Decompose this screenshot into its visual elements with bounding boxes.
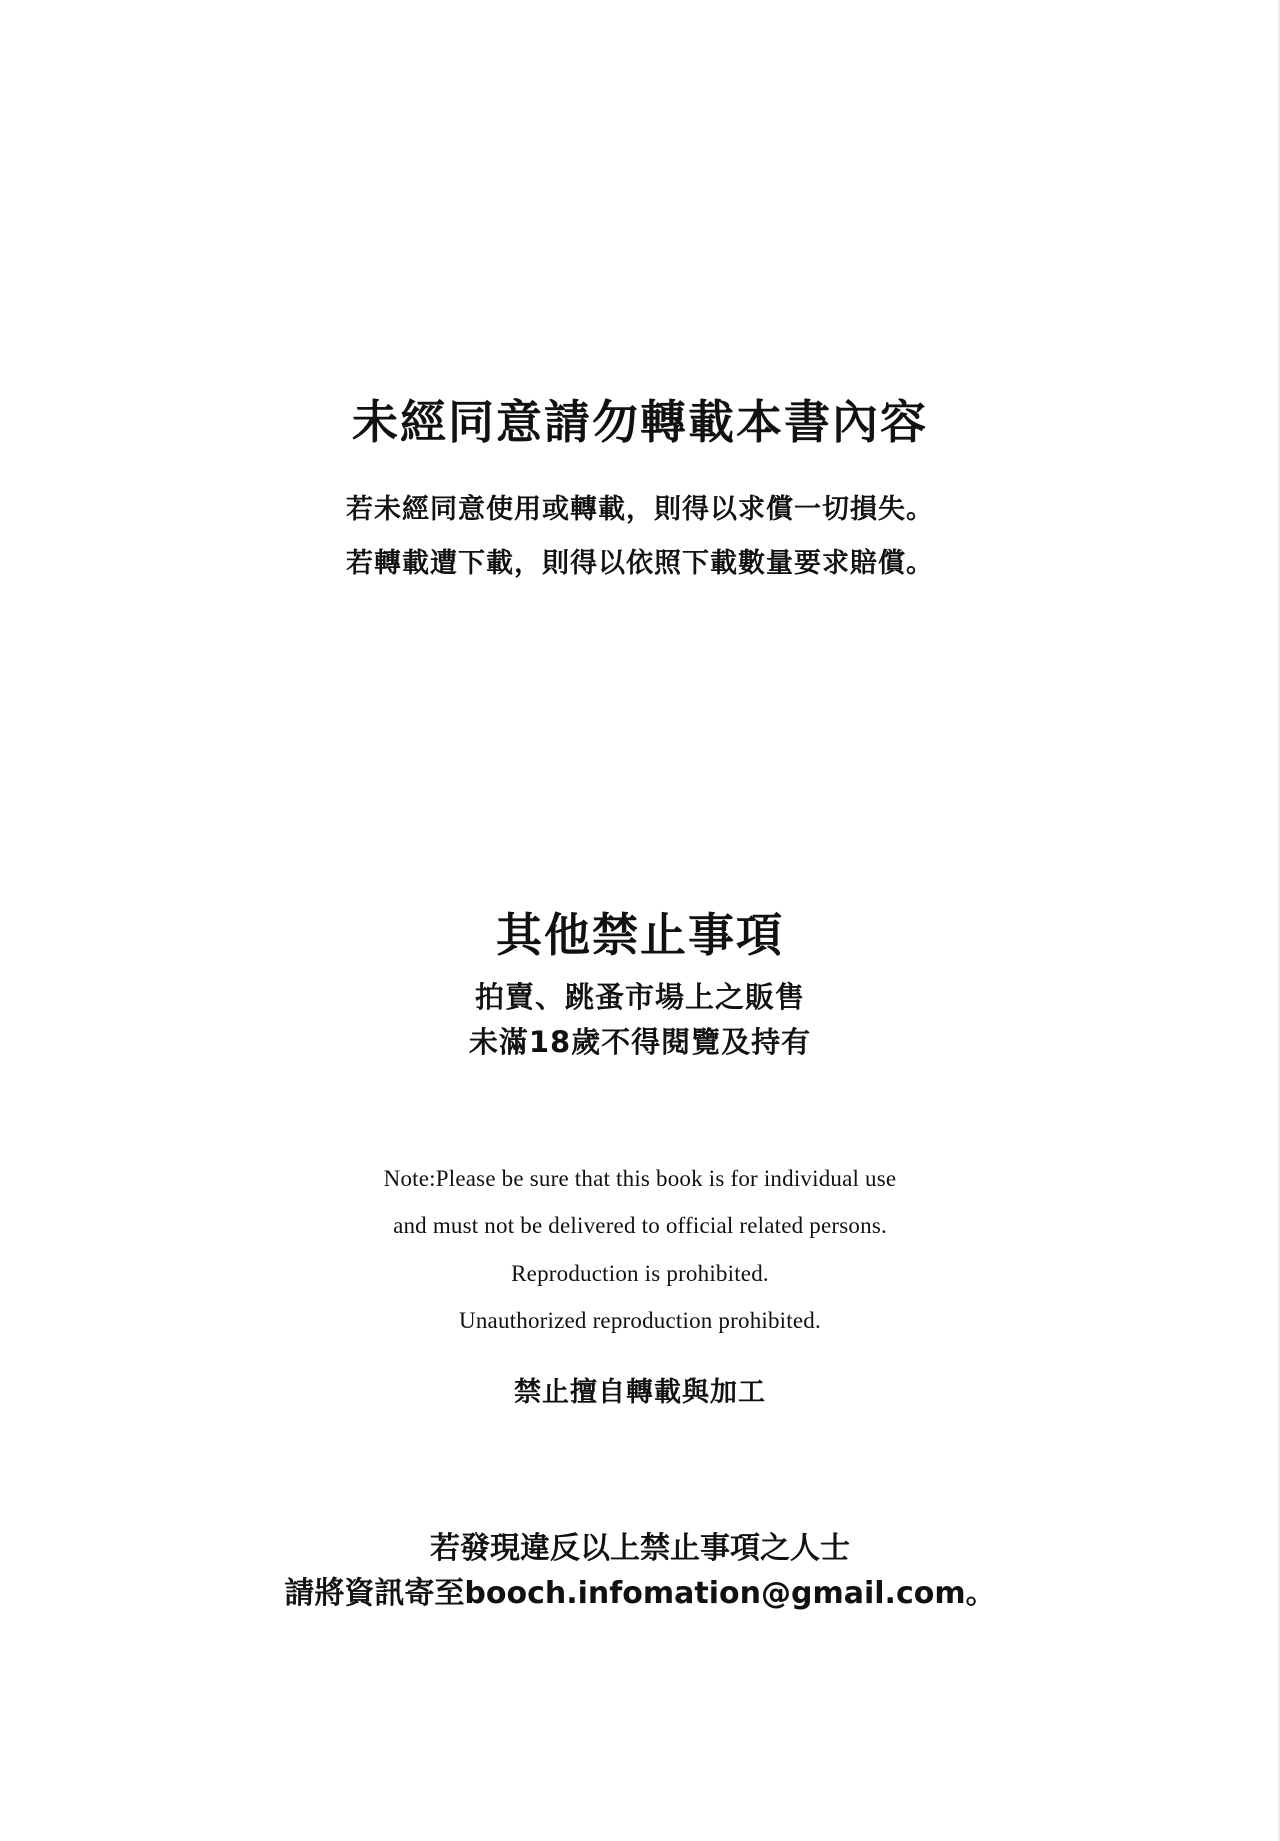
english-note-line-4: Unauthorized reproduction prohibited. xyxy=(459,1308,821,1333)
no-reprocessing-notice: 禁止擅自轉載與加工 xyxy=(514,1377,766,1408)
prohibited-items-line-2: 未滿18歲不得閱覽及持有 xyxy=(468,1025,812,1059)
english-note-line-2: and must not be delivered to official related persons. xyxy=(393,1213,887,1238)
english-note-line-1: Note:Please be sure that this book is for individual use xyxy=(383,1166,897,1191)
copyright-notice-line-1: 若未經同意使用或轉載，則得以求償一切損失。 xyxy=(346,494,934,525)
prohibited-items-title: 其他禁止事項 xyxy=(496,908,784,962)
copyright-notice-title: 未經同意請勿轉載本書內容 xyxy=(352,395,928,449)
contact-line-2: 請將資訊寄至booch.infomation@gmail.com。 xyxy=(284,1576,996,1611)
contact-line-1: 若發現違反以上禁止事項之人士 xyxy=(430,1531,850,1566)
copyright-notice-line-2: 若轉載遭下載，則得以依照下載數量要求賠償。 xyxy=(346,548,934,579)
prohibited-items-line-1: 拍賣、跳蚤市場上之販售 xyxy=(474,980,805,1014)
english-note-line-3: Reproduction is prohibited. xyxy=(511,1261,769,1286)
